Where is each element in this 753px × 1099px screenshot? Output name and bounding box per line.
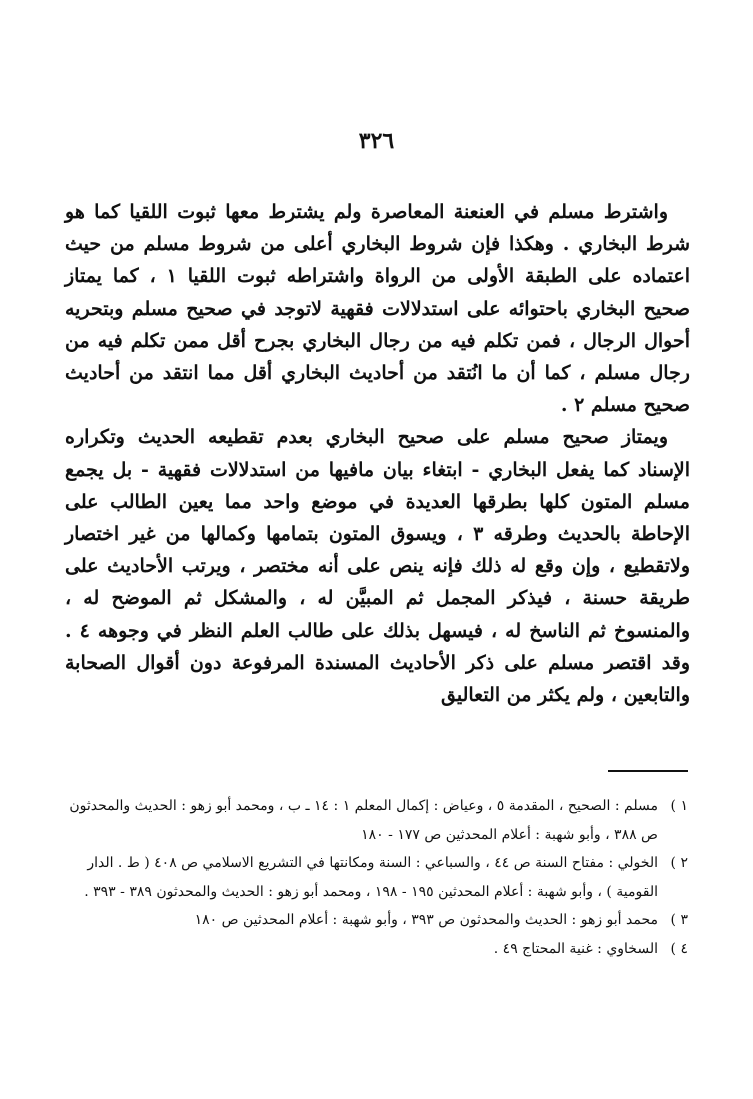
footnote-separator <box>608 770 688 772</box>
footnote-text: الخولي : مفتاح السنة ص ٤٤ ، والسباعي : السنة ومكانتها في التشريع الاسلامي ص ٤٠٨ ( ط . الدار القومية ) ، وأبو شهبة : أعلام المحدثين ١٩٥ - ١٩٨ ، ومحمد أبو زهو : الحديث والمحدثون ٣٨٩ - ٣٩٣ . <box>84 855 658 900</box>
paragraph: واشترط مسلم في العنعنة المعاصرة ولم يشترط معها ثبوت اللقيا كما هو شرط البخاري . وهكذا فإن شروط البخاري أعلى من شروط مسلم من حيث اعتماده على الطبقة الأولى من الرواة واشتراطه ثبوت اللقيا ١ ، كما يمتاز صحيح البخاري باحتوائه على استدلالات فقهية لاتوجد في صحيح مسلم وبتحريه أحوال الرجال ، فمن تكلم فيه من رجال البخاري بجرح أقل ممن تكلم فيه من رجال مسلم ، كما أن ما انُتقد من أحاديث البخاري أقل مما انتقد من أحاديث صحيح مسلم ٢ . <box>65 201 690 417</box>
footnote-1 <box>63 792 688 849</box>
footnote-2 <box>63 849 688 906</box>
page-number: ٣٢٦ <box>358 128 395 154</box>
footnotes <box>63 792 688 964</box>
footnote-number: ٣ ) <box>670 912 688 929</box>
main-text <box>65 196 690 711</box>
footnote-text: محمد أبو زهو : الحديث والمحدثون ص ٣٩٣ ، وأبو شهبة : أعلام المحدثين ص ١٨٠ <box>194 912 658 929</box>
footnote-number: ٤ ) <box>670 940 688 957</box>
footnote-number: ١ ) <box>670 798 688 814</box>
footnote-4 <box>63 935 688 964</box>
footnote-text: السخاوي : غنية المحتاج ٤٩ . <box>493 940 658 957</box>
paragraph: ويمتاز صحيح مسلم على صحيح البخاري بعدم تقطيعه الحديث وتكراره الإسناد كما يفعل البخاري - ابتغاء بيان مافيها من استدلالات فقهية - بل يجمع مسلم المتون كلها بطرقها العديدة في موضع واحد مما يعين الطالب على الإحاطة بالحديث وطرقه ٣ ، ويسوق المتون بتمامها وكمالها من غير اختصار ولاتقطيع ، وإن وقع له ذلك فإنه ينص على أنه مختصر ، ويرتب الأحاديث على طريقة حسنة ، فيذكر المجمل ثم المبيَّن له ، والمشكل ثم الموضح له ، والمنسوخ ثم الناسخ له ، فيسهل بذلك على طالب العلم النظر في وجوهه ٤ . وقد اقتصر مسلم على ذكر الأحاديث المسندة المرفوعة دون أقوال الصحابة والتابعين ، ولم يكثر من التعاليق <box>65 426 691 707</box>
footnote-number: ٢ ) <box>670 855 688 872</box>
footnote-3 <box>63 906 688 935</box>
footnote-text: مسلم : الصحيح ، المقدمة ٥ ، وعياض : إكمال المعلم ١ : ١٤ ـ ب ، ومحمد أبو زهو : الحديث والمحدثون ص ٣٨٨ ، وأبو شهبة : أعلام المحدثين ص ١٧٧ - ١٨٠ <box>69 798 658 843</box>
